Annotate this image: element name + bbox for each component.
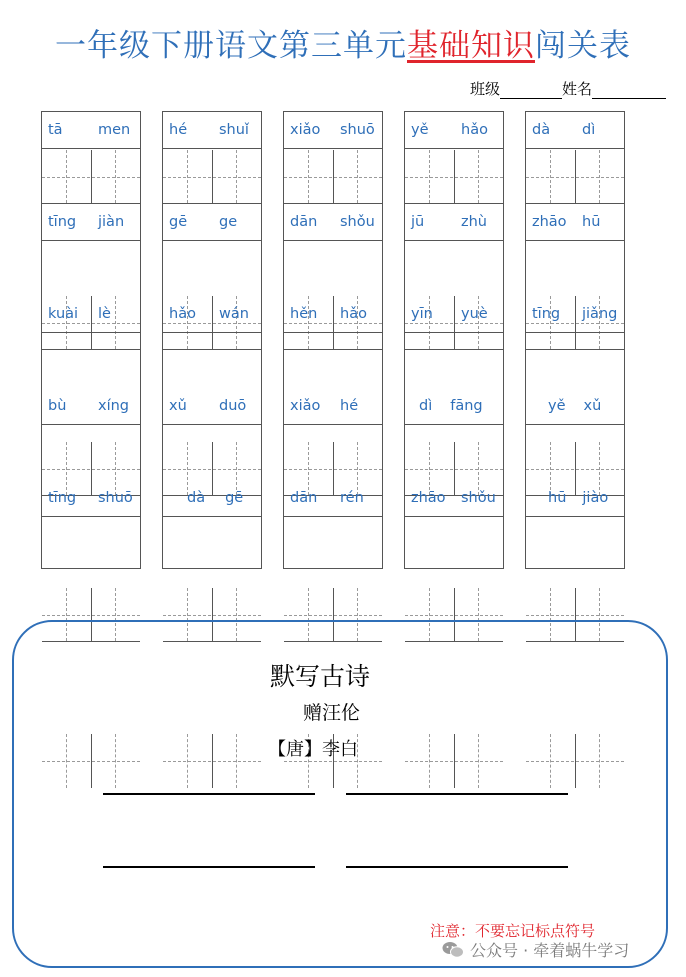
class-name-line	[470, 78, 666, 99]
pinyin-row	[42, 388, 140, 425]
class-blank[interactable]	[500, 84, 562, 99]
pinyin-syllable: shuǐ	[219, 122, 249, 138]
pinyin-row	[526, 480, 624, 517]
pinyin-syllable: hǎo	[169, 306, 196, 322]
tianzige-grid[interactable]	[42, 150, 140, 204]
pinyin-row	[526, 296, 624, 333]
poem-author: 【唐】李白	[268, 739, 358, 760]
pinyin-row	[526, 388, 624, 425]
title-part-3: 闯关表	[535, 28, 631, 64]
pinyin-syllable: wán	[219, 306, 249, 322]
pinyin-syllable: yuè	[461, 306, 488, 322]
pinyin-syllable: duō	[219, 398, 247, 414]
grid-guide-line	[526, 469, 624, 470]
pinyin-row	[526, 204, 624, 241]
pinyin-syllable: yě	[411, 122, 429, 138]
pinyin-row	[405, 112, 503, 149]
name-label: 姓名	[562, 80, 593, 98]
grid-guide-line	[42, 469, 140, 470]
pinyin-row	[163, 112, 261, 149]
pinyin-syllable: xǔ	[583, 398, 602, 414]
pinyin-column	[283, 111, 383, 569]
pinyin-row	[163, 480, 261, 517]
pinyin-syllable: jiǎng	[582, 306, 618, 322]
tianzige-grid[interactable]	[163, 150, 261, 204]
grid-guide-line	[405, 615, 503, 616]
pinyin-row	[42, 296, 140, 333]
pinyin-syllable: jiào	[582, 490, 609, 506]
page-title	[0, 20, 686, 65]
pinyin-row	[163, 388, 261, 425]
pinyin-syllable: hū	[582, 214, 601, 230]
pinyin-syllable: gē	[169, 214, 188, 230]
grid-guide-line	[42, 177, 140, 178]
pinyin-syllable: dì	[582, 122, 596, 138]
pinyin-syllable: fāng	[450, 398, 483, 414]
grid-guide-line	[163, 177, 261, 178]
pinyin-syllable: dān	[290, 214, 318, 230]
poem-write-line[interactable]	[346, 793, 568, 795]
tianzige-grid[interactable]	[405, 150, 503, 204]
pinyin-syllable: shuō	[98, 490, 133, 506]
pinyin-syllable: tā	[48, 122, 63, 138]
poem-write-line[interactable]	[103, 793, 315, 795]
poem-heading: 默写古诗	[270, 662, 371, 691]
grid-guide-line	[284, 469, 382, 470]
poem-write-line[interactable]	[103, 866, 315, 868]
tianzige-grid[interactable]	[284, 150, 382, 204]
pinyin-row	[42, 480, 140, 517]
pinyin-column	[162, 111, 262, 569]
pinyin-syllable: hěn	[290, 306, 318, 322]
pinyin-row	[526, 112, 624, 149]
pinyin-syllable: hū	[548, 490, 567, 506]
watermark-text: 公众号 · 牵着蜗牛学习	[470, 941, 630, 960]
name-blank[interactable]	[592, 84, 666, 99]
pinyin-syllable: xǔ	[169, 398, 187, 414]
pinyin-syllable: zhāo	[411, 490, 446, 506]
pinyin-row	[284, 112, 382, 149]
pinyin-row	[284, 204, 382, 241]
class-label: 班级	[470, 80, 501, 98]
pinyin-syllable: hé	[169, 122, 188, 138]
pinyin-syllable: yě	[548, 398, 566, 414]
grid-guide-line	[163, 469, 261, 470]
pinyin-syllable: xíng	[98, 398, 130, 414]
title-part-2: 基础知识	[407, 28, 535, 64]
pinyin-syllable: rén	[340, 490, 364, 506]
pinyin-syllable: zhāo	[532, 214, 567, 230]
tianzige-grid[interactable]	[526, 150, 624, 204]
grid-guide-line	[284, 177, 382, 178]
pinyin-syllable: shǒu	[461, 490, 496, 506]
pinyin-syllable: hé	[340, 398, 359, 414]
wechat-icon	[442, 941, 464, 959]
pinyin-row	[405, 480, 503, 517]
pinyin-syllable: men	[98, 122, 131, 138]
title-part-1: 一年级下册语文第三单元	[55, 28, 407, 64]
pinyin-syllable: shuō	[340, 122, 375, 138]
pinyin-syllable: xiǎo	[290, 398, 321, 414]
pinyin-column	[525, 111, 625, 569]
grid-guide-line	[526, 615, 624, 616]
pinyin-syllable: hǎo	[340, 306, 367, 322]
punctuation-note: 注意：不要忘记标点符号	[430, 922, 596, 940]
pinyin-syllable: jiàn	[98, 214, 125, 230]
pinyin-row	[42, 204, 140, 241]
pinyin-syllable: yīn	[411, 306, 433, 322]
pinyin-syllable: tīng	[48, 214, 77, 230]
pinyin-syllable: dà	[532, 122, 551, 138]
pinyin-syllable: kuài	[48, 306, 79, 322]
grid-guide-line	[163, 615, 261, 616]
poem-name: 赠汪伦	[303, 702, 361, 724]
pinyin-row	[405, 204, 503, 241]
pinyin-syllable: hǎo	[461, 122, 488, 138]
pinyin-syllable: shǒu	[340, 214, 375, 230]
grid-guide-line	[405, 469, 503, 470]
pinyin-syllable: zhù	[461, 214, 487, 230]
pinyin-syllable: dà	[187, 490, 206, 506]
pinyin-syllable: ge	[219, 214, 238, 230]
pinyin-row	[42, 112, 140, 149]
pinyin-syllable: bù	[48, 398, 67, 414]
pinyin-syllable: tīng	[532, 306, 561, 322]
poem-write-line[interactable]	[346, 866, 568, 868]
pinyin-syllable: tīng	[48, 490, 77, 506]
pinyin-syllable: dān	[290, 490, 318, 506]
watermark	[442, 938, 629, 961]
pinyin-row	[405, 388, 503, 425]
grid-guide-line	[526, 177, 624, 178]
pinyin-row	[284, 480, 382, 517]
pinyin-row	[284, 388, 382, 425]
pinyin-syllable: xiǎo	[290, 122, 321, 138]
pinyin-syllable: jū	[411, 214, 425, 230]
pinyin-row	[405, 296, 503, 333]
pinyin-syllable: dì	[419, 398, 433, 414]
grid-guide-line	[405, 177, 503, 178]
pinyin-column	[404, 111, 504, 569]
grid-guide-line	[284, 615, 382, 616]
pinyin-syllable: lè	[98, 306, 111, 322]
pinyin-syllable: gē	[225, 490, 244, 506]
pinyin-row	[163, 204, 261, 241]
grid-guide-line	[42, 615, 140, 616]
pinyin-row	[284, 296, 382, 333]
pinyin-column	[41, 111, 141, 569]
pinyin-row	[163, 296, 261, 333]
